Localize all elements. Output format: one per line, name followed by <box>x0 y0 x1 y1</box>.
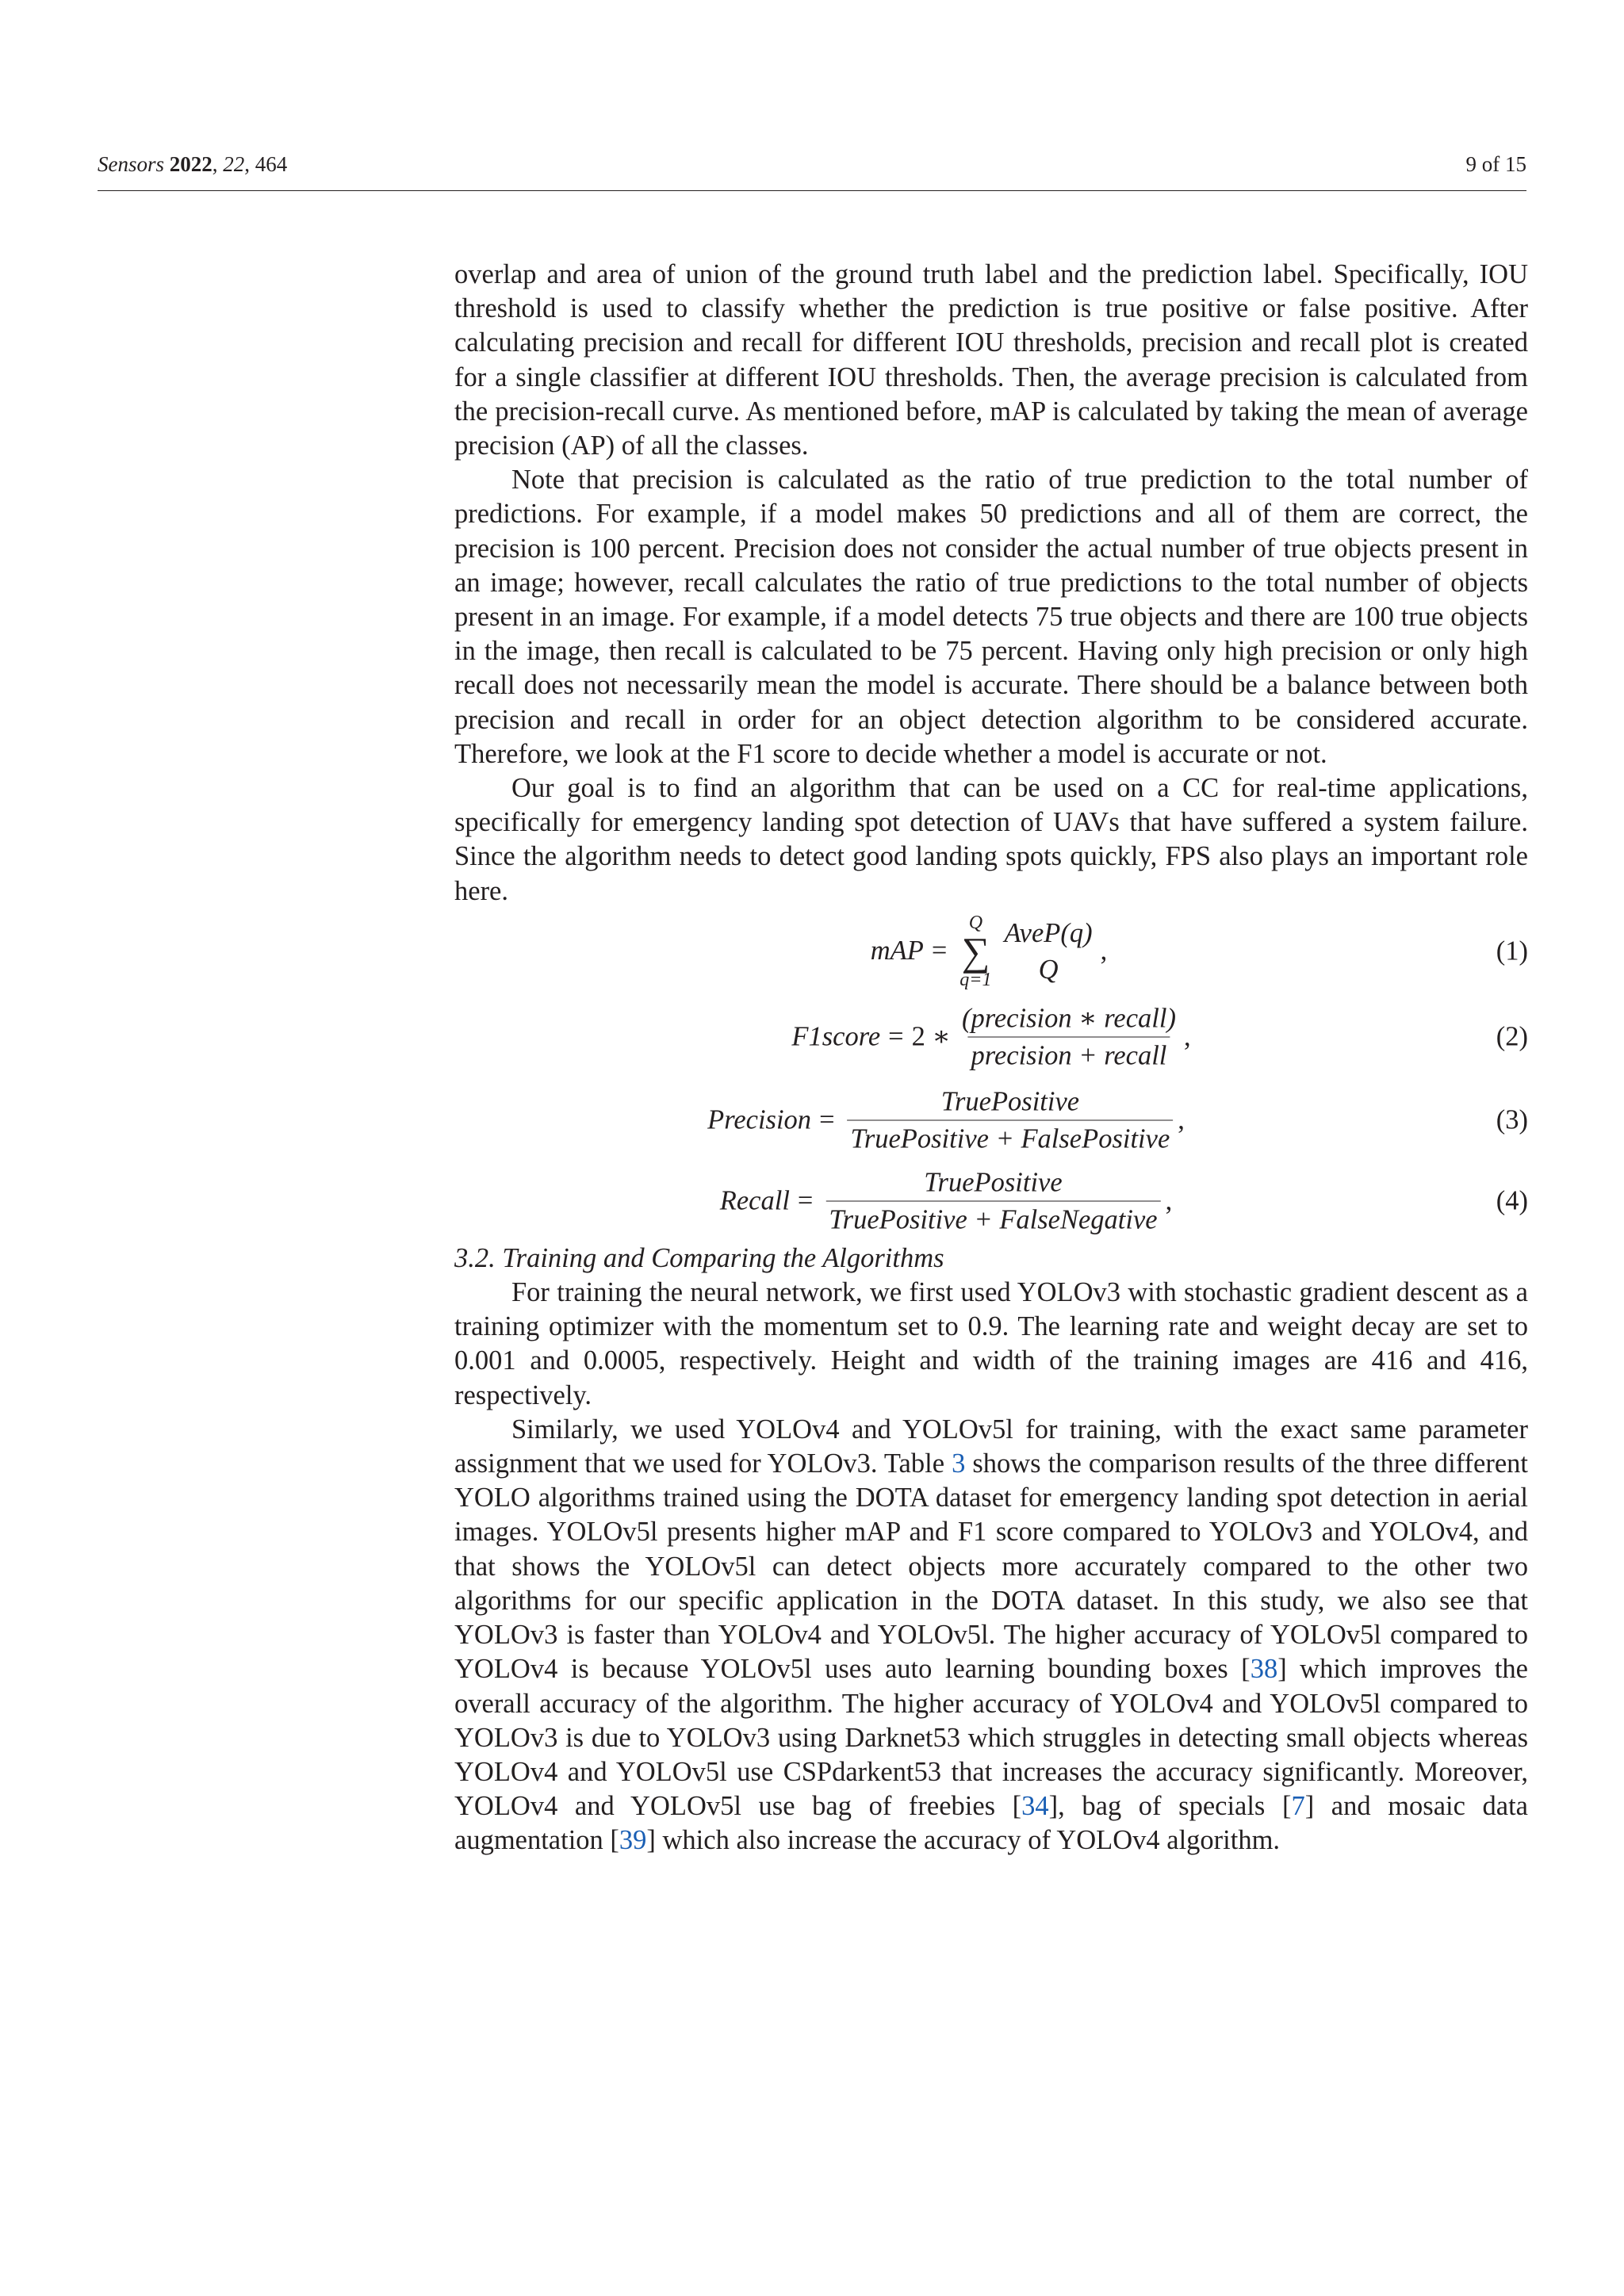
equation-4 <box>454 1161 1528 1242</box>
eq2-lhs: F1score <box>791 1021 881 1052</box>
eq2-number: (2) <box>1496 1021 1528 1052</box>
eq2-comma: , <box>1183 1021 1191 1052</box>
paragraph-4: For training the neural network, we first used YOLOv3 with stochastic gradient descent as a training optimizer with the momentum set to 0.9. The learning rate and weight decay are set to 0.001 and 0.0005, respectively. Height and width of the training images are 416 and 416, respectively. <box>454 1277 1528 1410</box>
citation-34-link[interactable]: 34 <box>1021 1791 1049 1822</box>
sigma-symbol: ∑ <box>961 928 990 974</box>
eq3-lhs: Precision <box>707 1104 812 1135</box>
eq3-numerator: TruePositive <box>940 1086 1080 1117</box>
eq3-denominator: TruePositive + FalsePositive <box>848 1119 1174 1154</box>
eq4-numerator: TruePositive <box>924 1167 1063 1198</box>
eq3-comma: , <box>1178 1104 1185 1135</box>
journal-volume: 22 <box>223 152 245 176</box>
eq1-lhs: mAP <box>870 936 924 966</box>
article-number: 464 <box>255 152 288 176</box>
eq1-number: (1) <box>1496 936 1528 966</box>
equation-3 <box>454 1080 1528 1161</box>
equation-2 <box>454 994 1528 1080</box>
equation-1 <box>454 909 1528 994</box>
eq1-sum-lower: q=1 <box>959 969 992 990</box>
citation-39-link[interactable]: 39 <box>619 1825 647 1856</box>
p5-text-4: ], bag of specials [ <box>1048 1791 1292 1822</box>
eq4-number: (4) <box>1496 1185 1528 1216</box>
p5-text-2: shows the comparison results of the three different YOLO algorithms trained using the DOTA dataset for emergency landing spot detection in aerial images. YOLOv5l presents higher mAP and F1 score compared to YOLOv3 and YOLOv4, and that shows the YOLOv5l can detect objects more accurately compared to the other two algorithms for our specific application in the DOTA dataset. In this study, we also see that YOLOv3 is faster than YOLOv4 and YOLOv5l. The higher accuracy of YOLOv5l compared to YOLOv4 is because YOLOv5l uses auto learning bounding boxes [ <box>454 1448 1528 1685</box>
eq4-fraction <box>825 1166 1160 1235</box>
eq2-denominator: precision + recall <box>968 1036 1170 1071</box>
eq1-sum-upper: Q <box>968 912 983 933</box>
p5-text-3: ] which improves the overall accuracy of the algorithm. The higher accuracy of YOLOv4 and YOLOv5l compared to YOLOv3 is due to YOLOv3 using Darknet53 which struggles in detecting small objects whereas YOLOv4 and YOLOv5l use CSPdarkent53 that increases the accuracy significantly. Moreover, YOLOv4 and YOLOv5l use bag of freebies [ <box>454 1654 1528 1822</box>
eq4-comma: , <box>1165 1185 1173 1216</box>
eq4-equals: = <box>797 1185 814 1216</box>
citation-38-link[interactable]: 38 <box>1250 1654 1278 1685</box>
eq2-numerator: (precision ∗ recall) <box>961 1003 1176 1034</box>
eq3-fraction <box>848 1085 1174 1154</box>
eq4-lhs: Recall <box>719 1185 790 1216</box>
journal-name: Sensors <box>98 152 165 176</box>
main-text <box>454 258 1528 1858</box>
eq1-denominator: Q <box>1038 954 1059 985</box>
paragraph-2: Note that precision is calculated as the ratio of true prediction to the total number of predictions. For example, if a model makes 50 predictions and all of them are correct, the precision is 100 percent. Precision does not consider the actual number of true objects present in an image; however, recall calculates the ratio of true predictions to the total number of objects present in an image. For example, if a model detects 75 true objects and there are 100 true objects in the image, then recall is calculated to be 75 percent. Having only high precision or only high recall does not necessarily mean the model is accurate. There should be a balance between both precision and recall in order for an object detection algorithm to be considered accurate. Therefore, we look at the F1 score to decide whether a model is accurate or not. <box>454 465 1528 769</box>
header-rule <box>98 190 1526 191</box>
eq1-numerator: AveP(q) <box>1004 917 1093 948</box>
eq1-summation <box>959 913 991 990</box>
equation-3-body <box>707 1085 1185 1154</box>
eq1-fraction <box>1002 917 1096 985</box>
p5-text-1: Similarly, we used YOLOv4 and YOLOv5l for training, with the exact same parameter assignment that we used for YOLOv3. Table <box>454 1414 1528 1479</box>
page-number: 9 of 15 <box>1465 152 1526 176</box>
journal-year: 2022 <box>169 152 213 176</box>
eq2-equals: = <box>888 1021 904 1052</box>
paragraph-5 <box>454 1413 1528 1858</box>
journal-citation: Sensors 2022, 22, 464 <box>98 152 288 176</box>
eq3-equals: = <box>819 1104 835 1135</box>
equation-4-body <box>720 1166 1172 1235</box>
eq3-number: (3) <box>1496 1104 1528 1135</box>
equation-2-body <box>791 1002 1190 1071</box>
equation-1-body <box>871 913 1107 990</box>
eq1-equals: = <box>931 936 948 966</box>
section-heading: 3.2. Training and Comparing the Algorithms <box>454 1242 944 1273</box>
paragraph-3: Our goal is to find an algorithm that can be used on a CC for real-time applications, specifically for emergency landing spot detection of UAVs that have suffered a system failure. Since the algorithm needs to detect good landing spots quickly, FPS also plays an important role here. <box>454 773 1528 906</box>
eq4-denominator: TruePositive + FalseNegative <box>825 1200 1160 1235</box>
citation-7-link[interactable]: 7 <box>1291 1791 1305 1822</box>
eq2-factor: 2 ∗ <box>911 1021 951 1052</box>
paragraph-1: overlap and area of union of the ground truth label and the prediction label. Specifically, IOU threshold is used to classify whether the prediction is true positive or false positive. After calculating precision and recall for different IOU thresholds, precision and recall plot is created for a single classifier at different IOU thresholds. Then, the average precision is calculated from the precision-recall curve. As mentioned before, mAP is calculated by taking the mean of average precision (AP) of all the classes. <box>454 259 1528 461</box>
eq1-comma: , <box>1100 936 1108 966</box>
table-3-link[interactable]: 3 <box>952 1448 966 1479</box>
p5-text-6: ] which also increase the accuracy of YOLOv4 algorithm. <box>646 1825 1281 1856</box>
p5-text-5: ] and mosaic data augmentation [ <box>454 1791 1528 1856</box>
eq2-fraction <box>959 1002 1179 1071</box>
